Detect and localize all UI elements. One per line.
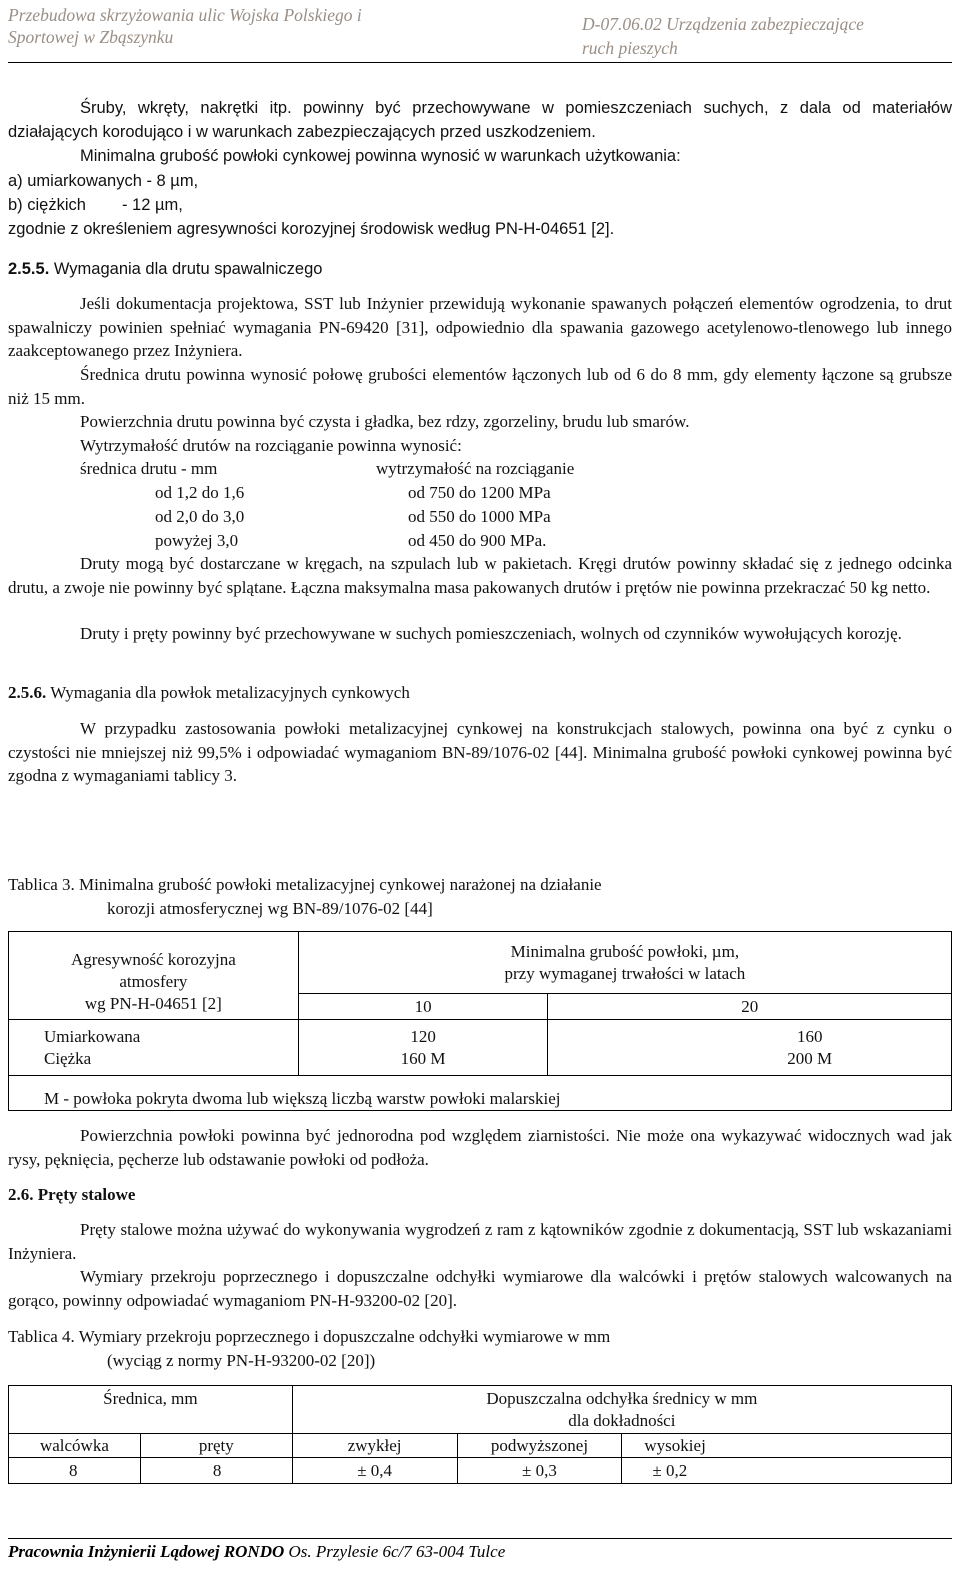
table4-caption-line2: (wyciąg z normy PN-H-93200-02 [20]): [107, 1351, 376, 1370]
s256-paragraph-1: W przypadku zastosowania powłoki metalizacyjnej cynkowej na konstrukcjach stalowych, powinna ona być z cynku o czystości nie mniejszej niż 99,5% i odpowiadać wymaganiom BN-89/1076-02 [44]. Minimalna grubość powłoki cynkowej powinna być zgodna z wymaganiami tablicy 3.: [8, 719, 952, 786]
tensile-row-3-diameter: powyżej 3,0: [155, 531, 239, 550]
table4-col-podwyzszonej: podwyższonej: [457, 1434, 622, 1458]
header-right-line2: ruch pieszych: [582, 38, 678, 58]
table4: [8, 1385, 952, 1484]
section-255-heading: 2.5.5. Wymagania dla drutu spawalniczego: [8, 260, 323, 278]
s255-paragraph-1: Jeśli dokumentacja projektowa, SST lub Inżynier przewidują wykonanie spawanych połączeń elementów ogrodzenia, to drut spawalniczy powinien spełniać wymagania PN-69420 [31], odpowiednio dla spawania gazowego acetylenowo-tlenowego lub innego zaakceptowanego przez Inżyniera.: [8, 294, 952, 361]
footer-address: Os. Przylesie 6c/7 63-004 Tulce: [284, 1542, 506, 1561]
tensile-row-2-strength: od 550 do 1000 MPa: [408, 507, 551, 526]
table3-caption-line1: Tablica 3. Minimalna grubość powłoki metalizacyjnej cynkowej narażonej na działanie: [8, 875, 602, 894]
header-left-line2: Sportowej w Zbąszynku: [8, 27, 174, 47]
section-26-heading: 2.6. Pręty stalowe: [8, 1185, 136, 1204]
header-left-line1: Przebudowa skrzyżowania ulic Wojska Polskiego i: [8, 5, 362, 25]
table3-note: M - powłoka pokryta dwoma lub większą liczbą warstw powłoki malarskiej: [9, 1076, 952, 1111]
tensile-col2-header: wytrzymałość na rozciąganie: [376, 459, 575, 478]
s255-paragraph-3: Powierzchnia drutu powinna być czysta i gładka, bez rdzy, zgorzeliny, brudu lub smarów.: [80, 412, 690, 431]
tensile-col1-header: średnica drutu - mm: [80, 459, 218, 478]
table3-col-10-values: 120 160 M: [298, 1020, 548, 1076]
s255-paragraph-5: Druty mogą być dostarczane w kręgach, na szpulach lub w pakietach. Kręgi drutów powinny składać się z jednego odcinka drutu, a zwoje nie powinny być splątane. Łączna maksymalna masa pakowanych drutów i prętów nie powinna przekraczać 50 kg netto.: [8, 554, 952, 597]
table4-header-diameter: Średnica, mm: [9, 1386, 293, 1434]
table3-caption-line2: korozji atmosferycznej wg BN-89/1076-02 [44]: [107, 899, 433, 918]
table4-col-walcowka: walcówka: [9, 1434, 141, 1458]
table4-value-wysokiej: ± 0,2: [622, 1458, 952, 1484]
table4-col-zwyklej: zwykłej: [292, 1434, 457, 1458]
footer: [8, 1542, 505, 1562]
table3-header-20: 20: [548, 994, 952, 1020]
table4-value-zwyklej: ± 0,4: [292, 1458, 457, 1484]
section-256-heading: 2.5.6. Wymagania dla powłok metalizacyjnych cynkowych: [8, 683, 410, 702]
table3: [8, 931, 952, 1111]
after-table3-paragraph: Powierzchnia powłoki powinna być jednorodna pod względem ziarnistości. Nie może ona wykazywać widocznych wad jak rysy, pęknięcia, pęcherze lub odstawanie powłoki od podłoża.: [8, 1126, 952, 1169]
s255-paragraph-2: Średnica drutu powinna wynosić połowę grubości elementów łączonych lub od 6 do 8 mm, gdy elementy łączone są grubsze niż 15 mm.: [8, 365, 952, 408]
table4-caption-line1: Tablica 4. Wymiary przekroju poprzecznego i dopuszczalne odchyłki wymiarowe w mm: [8, 1327, 611, 1346]
table4-value-walcowka: 8: [9, 1458, 141, 1484]
s26-paragraph-2: Wymiary przekroju poprzecznego i dopuszczalne odchyłki wymiarowe dla walcówki i prętów stalowych walcowanych na gorąco, powinny odpowiadać wymaganiom PN-H-93200-02 [20].: [8, 1267, 952, 1310]
s255-paragraph-4: Wytrzymałość drutów na rozciąganie powinna wynosić:: [80, 436, 462, 455]
intro-item-a: a) umiarkowanych - 8 µm,: [8, 172, 199, 190]
table3-header-thickness: Minimalna grubość powłoki, µm, przy wymaganej trwałości w latach: [298, 932, 951, 994]
table3-header-aggressivity: Agresywność korozyjna atmosfery wg PN-H-04651 [2]: [9, 932, 299, 1020]
intro-paragraph-2: Minimalna grubość powłoki cynkowej powinna wynosić w warunkach użytkowania:: [80, 147, 681, 165]
table4-value-prety: 8: [140, 1458, 292, 1484]
table4-col-wysokiej: wysokiej: [622, 1434, 952, 1458]
table3-col-20-values: 160 200 M: [548, 1020, 952, 1076]
footer-company: Pracownia Inżynierii Lądowej RONDO: [8, 1542, 285, 1561]
intro-paragraph-1: Śruby, wkręty, nakrętki itp. powinny być przechowywane w pomieszczeniach suchych, z dala od materiałów działających korodująco i w warunkach zabezpieczających przed uszkodzeniem.: [8, 99, 952, 141]
header-right-line1: D-07.06.02 Urządzenia zabezpieczające: [582, 14, 864, 34]
intro-paragraph-3: zgodnie z określeniem agresywności korozyjnej środowisk według PN-H-04651 [2].: [8, 220, 615, 238]
footer-rule: [8, 1538, 952, 1539]
table4-value-podwyzszonej: ± 0,3: [457, 1458, 622, 1484]
s26-paragraph-1: Pręty stalowe można używać do wykonywania wygrodzeń z ram z kątowników zgodnie z dokumentacją, SST lub wskazaniami Inżyniera.: [8, 1220, 952, 1263]
tensile-row-1-strength: od 750 do 1200 MPa: [408, 483, 551, 502]
intro-item-b: b) ciężkich - 12 µm,: [8, 196, 183, 214]
tensile-row-2-diameter: od 2,0 do 3,0: [155, 507, 245, 526]
table3-row-labels: Umiarkowana Ciężka: [9, 1020, 299, 1076]
s255-paragraph-6: Druty i pręty powinny być przechowywane w suchych pomieszczeniach, wolnych od czynników wywołujących korozję.: [80, 624, 902, 643]
table4-header-tolerance: Dopuszczalna odchyłka średnicy w mm dla dokładności: [292, 1386, 951, 1434]
table4-col-prety: pręty: [140, 1434, 292, 1458]
tensile-row-1-diameter: od 1,2 do 1,6: [155, 483, 245, 502]
table3-header-10: 10: [298, 994, 548, 1020]
header-rule: [8, 62, 952, 63]
tensile-row-3-strength: od 450 do 900 MPa.: [408, 531, 547, 550]
